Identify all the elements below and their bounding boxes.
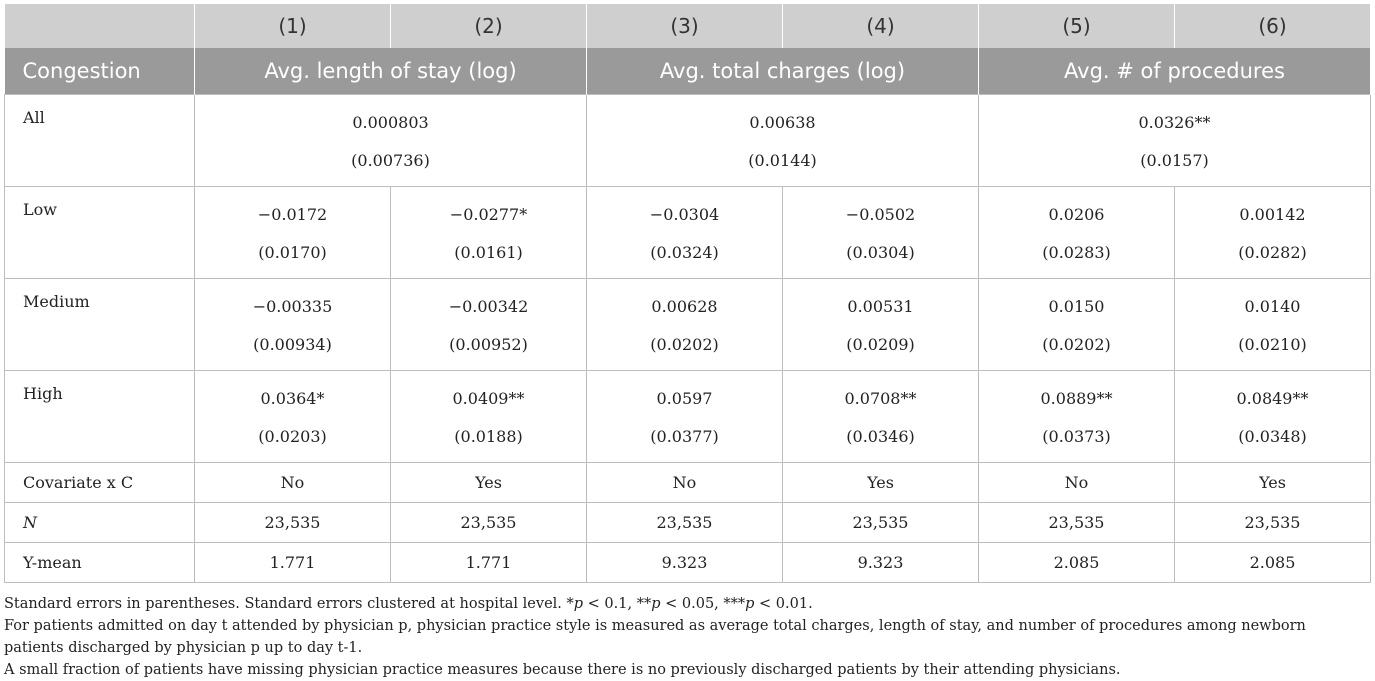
row-label: All: [5, 95, 195, 187]
standard-error: (0.00934): [253, 334, 332, 354]
coefficient: −0.0502: [845, 204, 916, 224]
standard-error: (0.0282): [1238, 242, 1307, 262]
table-row: [5, 543, 1371, 583]
coefficient: 0.000803: [352, 112, 429, 132]
table-cell: [979, 371, 1175, 463]
table-cell: [587, 187, 783, 279]
table-cell: [195, 371, 391, 463]
table-cell: 2.085: [1175, 543, 1371, 583]
table-cell: 1.771: [391, 543, 587, 583]
note-text: < 0.01.: [754, 596, 813, 612]
note-text: < 0.05, ***: [660, 596, 746, 612]
regression-table: [4, 4, 1371, 583]
standard-error: (0.0202): [650, 334, 719, 354]
group-title-row: [5, 48, 1371, 95]
table-cell: 23,535: [195, 503, 391, 543]
group-title: Avg. total charges (log): [587, 48, 979, 95]
col-number: (6): [1175, 4, 1371, 48]
standard-error: (0.0373): [1042, 426, 1111, 446]
table-cell: [195, 187, 391, 279]
standard-error: (0.00736): [351, 150, 430, 170]
table-cell: [1175, 279, 1371, 371]
standard-error: (0.0283): [1042, 242, 1111, 262]
table-cell: No: [979, 463, 1175, 503]
table-row: [5, 371, 1371, 463]
row-label: High: [5, 371, 195, 463]
coefficient: −0.0172: [257, 204, 328, 224]
table-cell: Yes: [783, 463, 979, 503]
standard-error: (0.0346): [846, 426, 915, 446]
coefficient: 0.00142: [1239, 204, 1306, 224]
standard-error: (0.0157): [1140, 150, 1209, 170]
table-cell: 1.771: [195, 543, 391, 583]
table-notes: [4, 593, 1370, 681]
note-pvalue-symbol: p: [745, 596, 755, 612]
coefficient: 0.0326**: [1138, 112, 1211, 132]
standard-error: (0.0170): [258, 242, 327, 262]
table-row: [5, 95, 1371, 187]
table-cell: 2.085: [979, 543, 1175, 583]
standard-error: (0.0203): [258, 426, 327, 446]
coefficient: 0.0708**: [844, 388, 917, 408]
coefficient: 0.0140: [1244, 296, 1301, 316]
standard-error: (0.0210): [1238, 334, 1307, 354]
table-row: [5, 187, 1371, 279]
table-cell: [979, 95, 1371, 187]
table-row: [5, 279, 1371, 371]
table-cell: 23,535: [979, 503, 1175, 543]
table-cell: [195, 95, 587, 187]
table-row: [5, 503, 1371, 543]
note-significance: [4, 593, 1370, 615]
col-number: (4): [783, 4, 979, 48]
table-cell: 23,535: [391, 503, 587, 543]
table-cell: [979, 187, 1175, 279]
coefficient: −0.0277*: [449, 204, 528, 224]
coefficient: 0.0889**: [1040, 388, 1113, 408]
table-cell: Yes: [391, 463, 587, 503]
table-cell: 23,535: [587, 503, 783, 543]
standard-error: (0.0188): [454, 426, 523, 446]
table-row: [5, 463, 1371, 503]
standard-error: (0.0348): [1238, 426, 1307, 446]
column-number-row: [5, 4, 1371, 48]
col-number: (5): [979, 4, 1175, 48]
note-text: < 0.1, **: [583, 596, 652, 612]
note-pvalue-symbol: p: [573, 596, 584, 612]
table-cell: [1175, 187, 1371, 279]
note-practice-style: For patients admitted on day t attended by physician p, physician practice style is measured as average total charges, length of stay, and number of procedures among newborn patients discharged by physician p up to day t-1.: [4, 618, 1306, 656]
col-number: (3): [587, 4, 783, 48]
table-cell: [391, 187, 587, 279]
coefficient: 0.00638: [749, 112, 816, 132]
row-label: Y-mean: [5, 543, 195, 583]
table-cell: No: [195, 463, 391, 503]
table-cell: 9.323: [587, 543, 783, 583]
note-text: Standard errors in parentheses. Standard errors clustered at hospital level. *: [4, 596, 574, 612]
row-label: N: [5, 503, 195, 543]
coefficient: 0.0597: [656, 388, 713, 408]
table-cell: 23,535: [783, 503, 979, 543]
group-title: Avg. length of stay (log): [195, 48, 587, 95]
table-cell: 9.323: [783, 543, 979, 583]
table-cell: [979, 279, 1175, 371]
standard-error: (0.0161): [454, 242, 523, 262]
standard-error: (0.0144): [748, 150, 817, 170]
coefficient: −0.00342: [448, 296, 529, 316]
stub-label: Congestion: [5, 48, 195, 95]
table-cell: [195, 279, 391, 371]
note-missing-measures: A small fraction of patients have missing physician practice measures because there is no previously discharged patients by their attending physicians.: [4, 662, 1121, 678]
table-cell: 23,535: [1175, 503, 1371, 543]
standard-error: (0.0202): [1042, 334, 1111, 354]
coefficient: 0.0150: [1048, 296, 1105, 316]
note-pvalue-symbol: p: [651, 596, 661, 612]
stub-blank: [5, 4, 195, 48]
standard-error: (0.0377): [650, 426, 719, 446]
table-cell: [783, 187, 979, 279]
table-cell: [587, 279, 783, 371]
table-cell: [587, 371, 783, 463]
standard-error: (0.0209): [846, 334, 915, 354]
regression-table-figure: [4, 4, 1370, 681]
table-cell: [1175, 371, 1371, 463]
coefficient: 0.0849**: [1236, 388, 1309, 408]
standard-error: (0.00952): [449, 334, 528, 354]
coefficient: 0.0206: [1048, 204, 1105, 224]
coefficient: 0.0364*: [260, 388, 325, 408]
col-number: (1): [195, 4, 391, 48]
coefficient: 0.00531: [847, 296, 914, 316]
table-cell: [783, 279, 979, 371]
coefficient: −0.0304: [649, 204, 720, 224]
table-cell: [587, 95, 979, 187]
table-cell: [391, 279, 587, 371]
standard-error: (0.0304): [846, 242, 915, 262]
table-cell: Yes: [1175, 463, 1371, 503]
group-title: Avg. # of procedures: [979, 48, 1371, 95]
row-label: Medium: [5, 279, 195, 371]
coefficient: −0.00335: [252, 296, 333, 316]
table-cell: [391, 371, 587, 463]
col-number: (2): [391, 4, 587, 48]
table-cell: [783, 371, 979, 463]
row-label: Covariate x C: [5, 463, 195, 503]
standard-error: (0.0324): [650, 242, 719, 262]
row-label: Low: [5, 187, 195, 279]
table-cell: No: [587, 463, 783, 503]
coefficient: 0.00628: [651, 296, 718, 316]
coefficient: 0.0409**: [452, 388, 525, 408]
